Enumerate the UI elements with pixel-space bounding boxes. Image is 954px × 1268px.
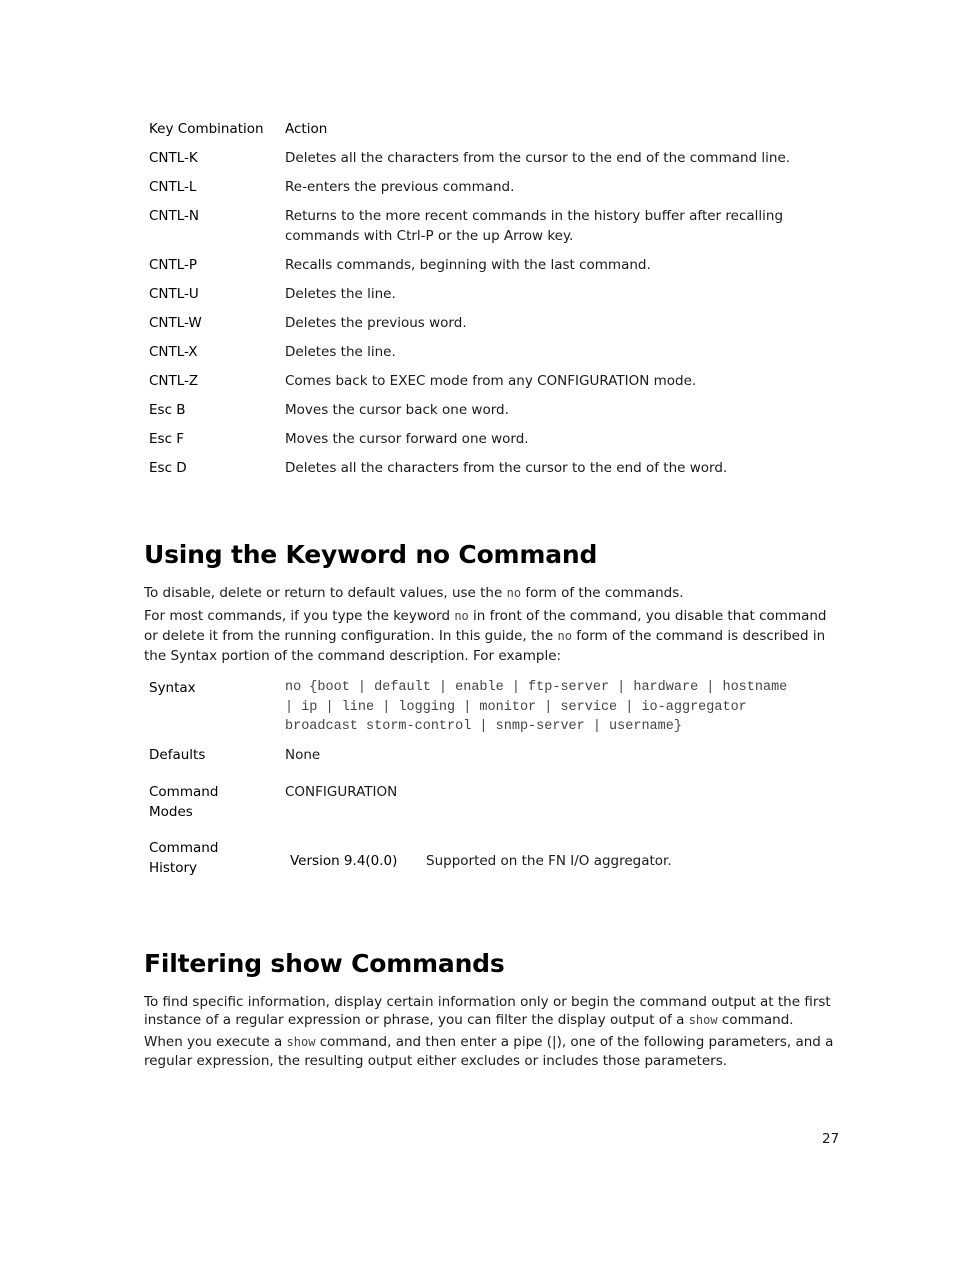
- defaults-label: Defaults: [149, 747, 206, 763]
- paragraph-execute-show: When you execute a show command, and then enter a pipe (|), one of the following parameters, and a regular expression, the resulting output either excludes or includes those parameters.: [144, 1034, 834, 1069]
- command-modes-value: CONFIGURATION: [285, 784, 398, 800]
- table-row: [149, 371, 839, 391]
- syntax-label: Syntax: [149, 680, 196, 696]
- key-combination: CNTL-U: [149, 286, 199, 302]
- key-action: Returns to the more recent commands in the history buffer after recalling commands with Ctrl-P or the up Arrow key.: [285, 208, 784, 244]
- key-action: Deletes the line.: [285, 344, 396, 360]
- key-combination: CNTL-N: [149, 208, 200, 224]
- command-modes-label: Command Modes: [149, 784, 219, 820]
- paragraph-find-specific: To find specific information, display certain information only or begin the command output at the first instance of a regular expression or phrase, you can filter the display output of a show command.: [144, 994, 831, 1028]
- key-combination: CNTL-X: [149, 344, 198, 360]
- key-combination: CNTL-L: [149, 179, 197, 195]
- history-version: Version 9.4(0.0): [290, 853, 398, 869]
- table-row: [149, 400, 839, 420]
- syntax-line: broadcast storm-control | snmp-server | username}: [285, 719, 682, 734]
- history-description: Supported on the FN I/O aggregator.: [426, 853, 672, 869]
- header-action: Action: [285, 121, 328, 137]
- syntax-row: [149, 678, 839, 737]
- key-action: Deletes all the characters from the cursor to the end of the command line.: [285, 150, 791, 166]
- key-combination-table: [149, 119, 839, 487]
- key-action: Deletes the line.: [285, 286, 396, 302]
- table-header-row: [149, 119, 839, 139]
- paragraph-most-commands: For most commands, if you type the keyword no in front of the command, you disable that command or delete it from the running configuration. In this guide, the no form of the command is described in the Syntax portion of the command description. For example:: [144, 608, 827, 664]
- table-row: [149, 255, 839, 275]
- key-action: Deletes all the characters from the cursor to the end of the word.: [285, 460, 728, 476]
- paragraph-disable: To disable, delete or return to default values, use the no form of the commands.: [144, 585, 684, 601]
- key-combination: Esc B: [149, 402, 186, 418]
- header-key-combination: Key Combination: [149, 121, 264, 137]
- command-history-label: Command History: [149, 840, 219, 876]
- key-combination: Esc D: [149, 460, 187, 476]
- section-title-keyword-no: Using the Keyword no Command: [144, 540, 598, 569]
- defaults-row: [149, 745, 839, 765]
- command-modes-row: [149, 782, 839, 822]
- table-row: [149, 429, 839, 449]
- table-row: [149, 284, 839, 304]
- key-combination: CNTL-P: [149, 257, 198, 273]
- syntax-line: no {boot | default | enable | ftp-server | hardware | hostname: [285, 680, 788, 695]
- key-action: Recalls commands, beginning with the last command.: [285, 257, 651, 273]
- table-row: [149, 313, 839, 333]
- key-combination: CNTL-W: [149, 315, 202, 331]
- defaults-value: None: [285, 747, 321, 763]
- key-action: Deletes the previous word.: [285, 315, 467, 331]
- key-action: Moves the cursor back one word.: [285, 402, 509, 418]
- syntax-line: | ip | line | logging | monitor | service | io-aggregator: [285, 699, 747, 715]
- table-row: [149, 177, 839, 197]
- key-combination: CNTL-Z: [149, 373, 199, 389]
- table-row: [149, 458, 839, 478]
- history-entry: [285, 838, 839, 878]
- key-action: Comes back to EXEC mode from any CONFIGURATION mode.: [285, 373, 697, 389]
- command-history-row: [149, 838, 839, 878]
- section-title-filtering-show: Filtering show Commands: [144, 949, 505, 978]
- table-row: [149, 342, 839, 362]
- key-action: Moves the cursor forward one word.: [285, 431, 529, 447]
- table-row: [149, 148, 839, 168]
- key-combination: Esc F: [149, 431, 185, 447]
- page-number: 27: [822, 1131, 840, 1147]
- key-action: Re-enters the previous command.: [285, 179, 515, 195]
- table-row: [149, 206, 839, 246]
- key-combination: CNTL-K: [149, 150, 198, 166]
- syntax-code: [285, 678, 839, 737]
